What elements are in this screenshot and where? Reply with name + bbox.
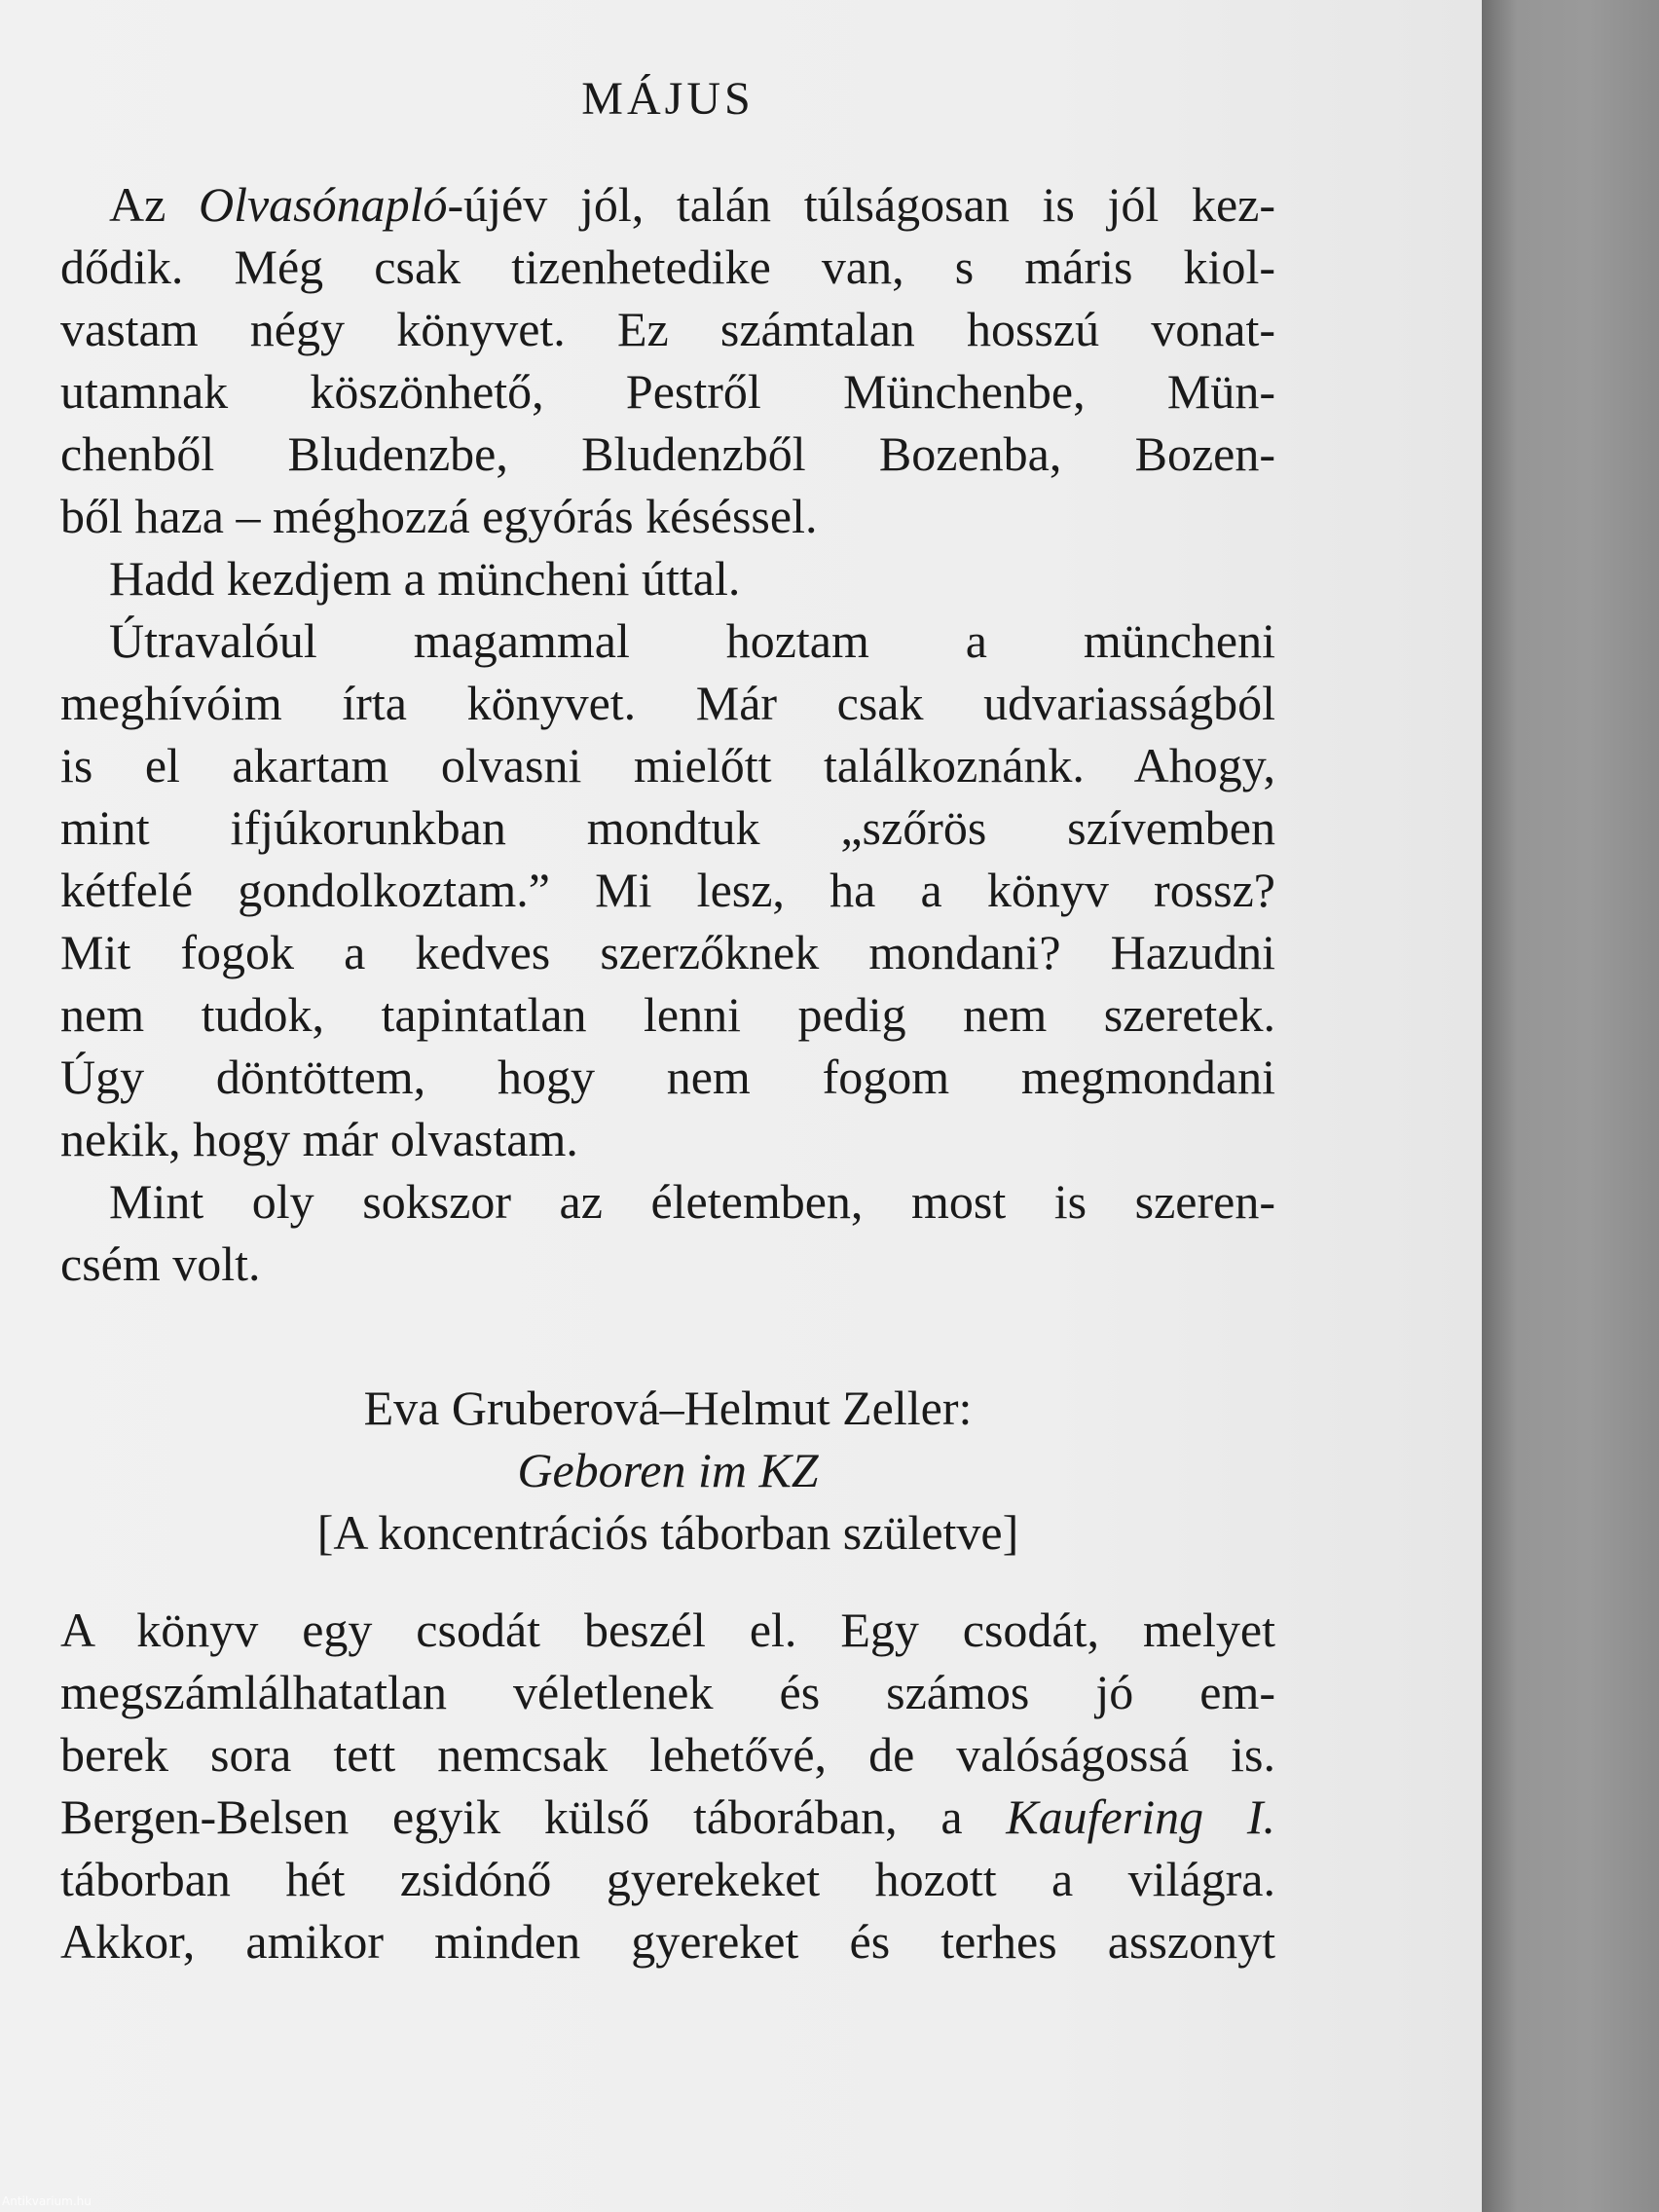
text-line: ből haza – méghozzá egyórás késéssel. (60, 489, 818, 543)
text-line: táborban hét zsidónő gyerekeket hozott a világra. (60, 1852, 1275, 1906)
book-authors: Eva Gruberová–Helmut Zeller: (363, 1381, 973, 1435)
paragraph-journey (60, 547, 1275, 609)
text-fragment: -újév jól, talán túlságosan is jól kez- (447, 177, 1275, 232)
text-line: Úgy döntöttem, hogy nem fogom megmondani (60, 1050, 1275, 1104)
italic-camp-name: Kaufering I. (1006, 1789, 1275, 1844)
book-title-translation: [A koncentrációs táborban születve] (316, 1505, 1019, 1560)
text-line: vastam négy könyvet. Ez számtalan hosszú vonat- (60, 302, 1275, 356)
text-line: A könyv egy csodát beszél el. Egy csodát, melyet (60, 1603, 1275, 1657)
text-fragment: Bergen-Belsen egyik külső táborában, a (60, 1789, 1007, 1844)
text-line: nekik, hogy már olvastam. (60, 1112, 578, 1166)
chapter-heading: MÁJUS (581, 73, 755, 125)
text-line: mint ifjúkorunkban mondtuk „szőrös szívemben (60, 800, 1275, 855)
text-line: utamnak köszönhető, Pestről Münchenbe, Mün- (60, 364, 1275, 419)
text-line: is el akartam olvasni mielőtt találkoznánk. Ahogy, (60, 738, 1275, 793)
text-line (60, 1786, 1275, 1848)
text-line: Mit fogok a kedves szerzőknek mondani? Hazudni (60, 925, 1275, 979)
section-gap (60, 1295, 1275, 1377)
paragraph-travel-book (60, 609, 1275, 1170)
text-line: berek sora tett nemcsak lehetővé, de valóságossá is. (60, 1727, 1275, 1782)
text-line (60, 173, 1275, 236)
book-title: Geboren im KZ (517, 1443, 819, 1497)
text-line: csém volt. (60, 1236, 261, 1291)
paragraph-review (60, 1599, 1275, 1972)
text-line: megszámlálhatatlan véletlenek és számos jó em- (60, 1665, 1275, 1719)
page-edge-shadow (1482, 0, 1659, 2212)
text-line: nem tudok, tapintatlan lenni pedig nem szeretek. (60, 987, 1275, 1042)
page-text-column (60, 68, 1275, 1972)
paragraph-luck (60, 1170, 1275, 1295)
text-line: dődik. Még csak tizenhetedike van, s máris kiol- (60, 240, 1275, 294)
text-line: chenből Bludenzbe, Bludenzből Bozenba, Bozen- (60, 426, 1275, 481)
text-line: kétfelé gondolkoztam.” Mi lesz, ha a könyv rossz? (60, 863, 1275, 917)
text-fragment: Az (109, 177, 199, 232)
italic-title: Olvasónapló (198, 177, 448, 232)
text-line: Mint oly sokszor az életemben, most is szeren- (109, 1174, 1275, 1229)
watermark: Antikvarium.hu (2, 2194, 92, 2208)
paragraph-intro (60, 173, 1275, 547)
book-citation (60, 1377, 1275, 1564)
text-line: meghívóim írta könyvet. Már csak udvariasságból (60, 676, 1275, 730)
text-line: Útravalóul magammal hoztam a müncheni (109, 613, 1275, 668)
text-line: Hadd kezdjem a müncheni úttal. (109, 551, 741, 606)
text-line: Akkor, amikor minden gyereket és terhes asszonyt (60, 1914, 1275, 1969)
